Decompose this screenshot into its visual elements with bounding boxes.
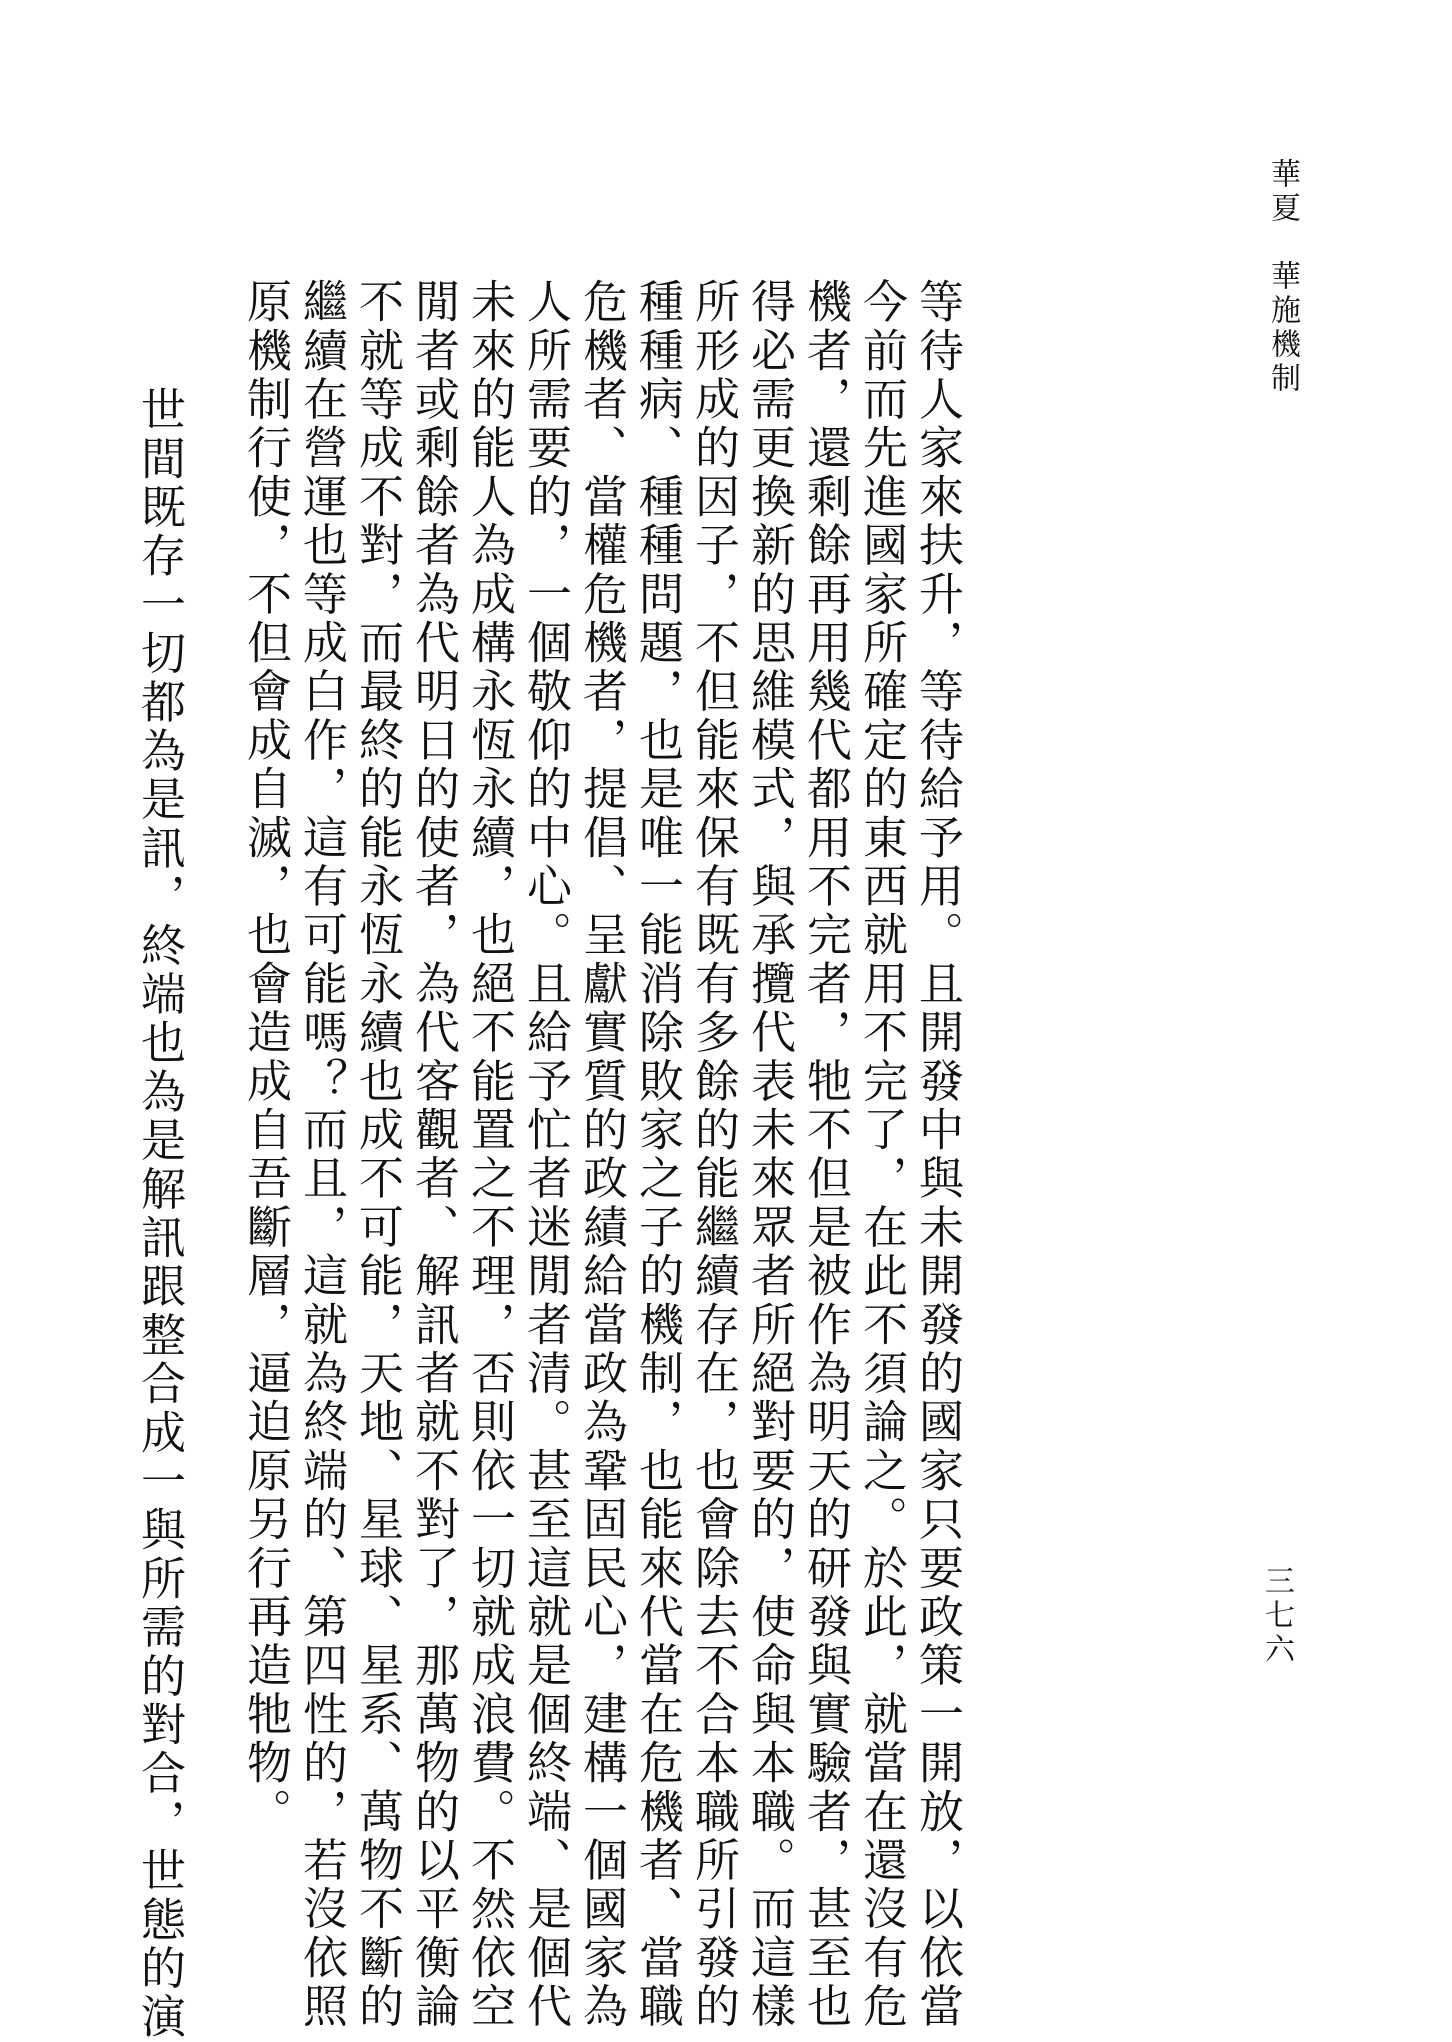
body-column: 等待人家來扶升，等待給予用。且開發中與未開發的國家只要政策一開放，以依當 — [911, 278, 964, 2032]
page-number: 三七六 — [1259, 1565, 1294, 1667]
body-column: 所形成的因子，不但能來保有既有多餘的能繼續存在，也會除去不合本職所引發的 — [687, 278, 740, 2032]
body-column: 種種病、種種問題，也是唯一能消除敗家之子的機制，也能來代當在危機者、當職 — [631, 278, 684, 2032]
body-column: 人所需要的，一個敬仰的中心。且給予忙者迷閒者清。甚至這就是個終端、是個代 — [519, 278, 572, 2032]
running-head: 華夏 華施機制 — [1265, 158, 1300, 396]
body-column: 得必需更換新的思維模式，與承攬代表未來眾者所絕對要的，使命與本職。而這樣 — [743, 278, 796, 2032]
verse-line: 世間既存一切都為是訊，終端也為是解訊跟整合成一與所需的對合，世態的演 — [133, 386, 186, 2042]
body-column: 今前而先進國家所確定的東西就用不完了，在此不須論之。於此，就當在還沒有危 — [855, 278, 908, 2032]
body-column: 不就等成不對，而最終的能永恆永續也成不可能，天地、星球、星系、萬物不斷的 — [351, 278, 404, 2032]
body-column: 危機者、當權危機者，提倡、呈獻實質的政績給當政為鞏固民心，建構一個國家為 — [575, 278, 628, 2032]
body-column: 原機制行使，不但會成自滅，也會造成自吾斷層，逼迫原另行再造牠物。 — [239, 278, 292, 1837]
body-column: 未來的能人為成構永恆永續，也絕不能置之不理，否則依一切就成浪費。不然依空 — [463, 278, 516, 2032]
body-column: 閒者或剩餘者為代明日的使者，為代客觀者、解訊者就不對了，那萬物的以平衡論 — [407, 278, 460, 2032]
body-column: 機者，還剩餘再用幾代都用不完者，牠不但是被作為明天的研發與實驗者，甚至也 — [799, 278, 852, 2032]
body-column: 繼續在營運也等成白作，這有可能嗎？而且，這就為終端的、第四性的，若沒依照 — [295, 278, 348, 2032]
